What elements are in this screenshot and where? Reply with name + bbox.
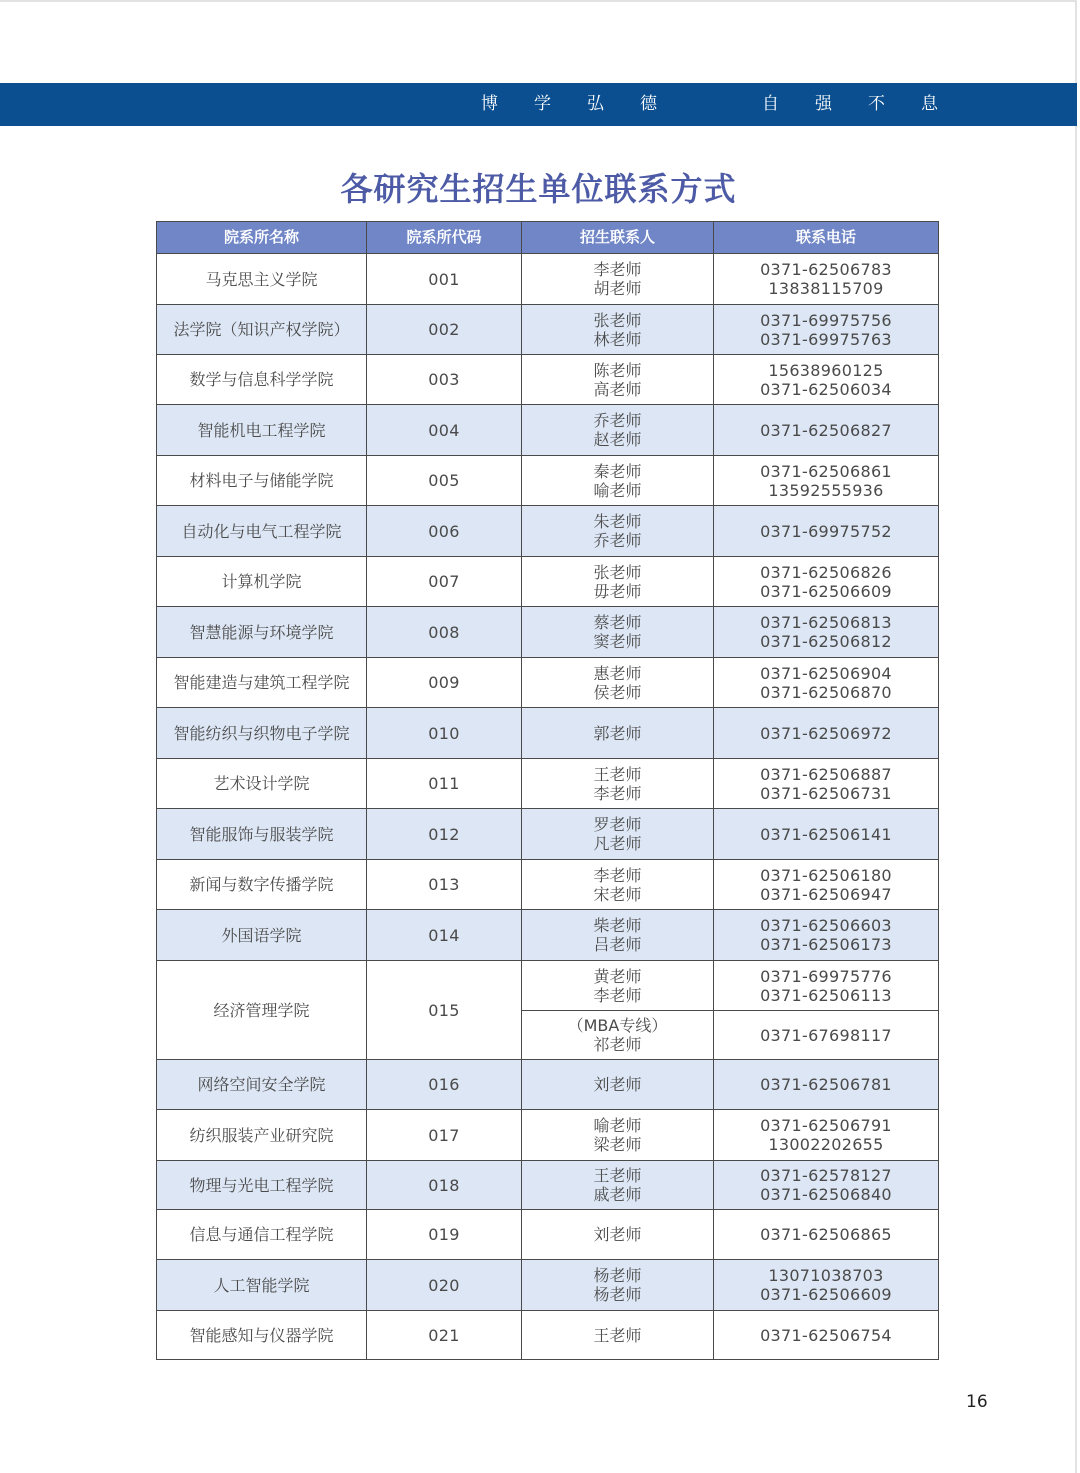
table-row: [157, 1161, 939, 1210]
phone-line: 0371-62506870: [760, 682, 892, 702]
phone-number: [714, 557, 939, 607]
contact-person: [522, 1110, 714, 1161]
phone-line: 0371-62506141: [760, 824, 892, 844]
contact-name: 凡老师: [593, 834, 642, 853]
table-row: [157, 1260, 939, 1311]
phone-line: 0371-62506840: [760, 1185, 892, 1204]
phone-line: 0371-62506754: [760, 1325, 892, 1345]
phone-line: 0371-62506034: [760, 379, 892, 399]
department-name: 新闻与数字传播学院: [157, 860, 367, 910]
contact-name: 李老师: [593, 865, 642, 885]
contact-name: 罗老师: [593, 815, 642, 834]
department-code: 019: [367, 1210, 522, 1260]
contact-name: 柴老师: [593, 916, 642, 935]
phone-line: 13071038703: [768, 1266, 884, 1285]
department-name: 外国语学院: [157, 910, 367, 961]
department-code: 011: [367, 759, 522, 809]
phone-line: 13838115709: [768, 279, 884, 298]
motto-char: 自: [762, 94, 779, 114]
contact-name: 乔老师: [593, 531, 642, 550]
phone-line: 0371-62506812: [760, 632, 892, 651]
contact-person: [522, 708, 714, 759]
contact-person: [522, 557, 714, 607]
header-code: 院系所代码: [367, 222, 522, 254]
contact-person: [522, 456, 714, 506]
contact-name: 喻老师: [593, 480, 642, 500]
department-name: 经济管理学院: [157, 961, 367, 1060]
department-name: 网络空间安全学院: [157, 1060, 367, 1110]
contact-name: 毋老师: [593, 581, 642, 601]
phone-line: 0371-62506731: [760, 783, 892, 803]
contact-name: 窦老师: [593, 632, 642, 651]
table-row: [157, 607, 939, 658]
contact-person: [522, 607, 714, 658]
department-code: 017: [367, 1110, 522, 1161]
contact-person: [522, 405, 714, 456]
department-code: 018: [367, 1161, 522, 1210]
department-name: 数学与信息科学学院: [157, 355, 367, 405]
table-row: [157, 708, 939, 759]
phone-number: [714, 1060, 939, 1110]
contact-person: [522, 658, 714, 708]
motto-banner: [0, 83, 1077, 126]
phone-number: [714, 1011, 939, 1060]
contact-name: 侯老师: [593, 682, 642, 702]
contact-person: [522, 305, 714, 355]
phone-number: [714, 1260, 939, 1311]
table-row: [157, 506, 939, 557]
contact-person: [522, 961, 714, 1011]
table-body: [157, 254, 939, 1360]
department-name: 物理与光电工程学院: [157, 1161, 367, 1210]
motto-char: 学: [534, 94, 551, 114]
phone-line: 0371-62506113: [760, 985, 892, 1005]
phone-number: [714, 1161, 939, 1210]
phone-line: 0371-62506972: [760, 723, 892, 743]
contact-name: 喻老师: [593, 1116, 642, 1135]
contact-person: [522, 1060, 714, 1110]
department-code: 002: [367, 305, 522, 355]
phone-line: 13592555936: [768, 480, 884, 500]
department-name: 纺织服装产业研究院: [157, 1110, 367, 1161]
contact-name: 陈老师: [593, 360, 642, 380]
contact-person: [522, 759, 714, 809]
contact-name: （MBA专线）: [567, 1016, 668, 1035]
table-row: [157, 254, 939, 305]
department-name: 智能服饰与服装学院: [157, 809, 367, 860]
contact-person: [522, 1161, 714, 1210]
contact-name: 林老师: [593, 329, 642, 349]
contact-name: 惠老师: [593, 663, 642, 683]
contact-name: 祁老师: [593, 1035, 642, 1054]
table-row: [157, 405, 939, 456]
contact-person: [522, 809, 714, 860]
contact-name: 李老师: [593, 783, 642, 803]
department-code: 004: [367, 405, 522, 456]
phone-line: 0371-62506609: [760, 1285, 892, 1304]
contact-person: [522, 1260, 714, 1311]
phone-number: [714, 305, 939, 355]
table-row: [157, 860, 939, 910]
page-number: 16: [966, 1392, 988, 1412]
phone-number: [714, 708, 939, 759]
contact-name: 赵老师: [593, 430, 642, 449]
contact-name: 王老师: [593, 1166, 642, 1185]
table-row: [157, 355, 939, 405]
contact-person: [522, 1011, 714, 1060]
phone-number: [714, 456, 939, 506]
motto-char: 弘: [587, 94, 604, 114]
page-title: 各研究生招生单位联系方式: [340, 170, 737, 208]
contact-name: 宋老师: [593, 884, 642, 904]
contact-person: [522, 1210, 714, 1260]
phone-line: 13002202655: [768, 1135, 884, 1154]
table-row: [157, 305, 939, 355]
department-code: 001: [367, 254, 522, 305]
phone-line: 0371-62506609: [760, 581, 892, 601]
phone-number: [714, 809, 939, 860]
phone-number: [714, 607, 939, 658]
table-row: [157, 1060, 939, 1110]
contact-table: [156, 221, 939, 1360]
department-name: 艺术设计学院: [157, 759, 367, 809]
table-header-row: [157, 222, 939, 254]
phone-line: 0371-62506173: [760, 935, 892, 954]
department-name: 马克思主义学院: [157, 254, 367, 305]
contact-person: [522, 860, 714, 910]
contact-person: [522, 254, 714, 305]
contact-name: 杨老师: [593, 1266, 642, 1285]
contact-name: 戚老师: [593, 1185, 642, 1204]
department-code: 010: [367, 708, 522, 759]
department-code: 009: [367, 658, 522, 708]
phone-number: [714, 1110, 939, 1161]
phone-line: 15638960125: [768, 360, 884, 380]
phone-line: 0371-62506783: [760, 260, 892, 279]
department-code: 016: [367, 1060, 522, 1110]
table-row: [157, 557, 939, 607]
department-code: 005: [367, 456, 522, 506]
department-name: 计算机学院: [157, 557, 367, 607]
phone-line: 0371-62506791: [760, 1116, 892, 1135]
contact-name: 张老师: [593, 310, 642, 330]
phone-number: [714, 759, 939, 809]
phone-line: 0371-62506826: [760, 562, 892, 582]
contact-name: 蔡老师: [593, 613, 642, 632]
contact-name: 吕老师: [593, 935, 642, 954]
department-name: 智能建造与建筑工程学院: [157, 658, 367, 708]
phone-number: [714, 910, 939, 961]
contact-person: [522, 355, 714, 405]
phone-line: 0371-62506781: [760, 1075, 892, 1094]
department-name: 智能纺织与织物电子学院: [157, 708, 367, 759]
phone-line: 0371-62506887: [760, 764, 892, 784]
table-row: [157, 910, 939, 961]
phone-line: 0371-62506865: [760, 1225, 892, 1244]
header-phone: 联系电话: [714, 222, 939, 254]
department-name: 信息与通信工程学院: [157, 1210, 367, 1260]
contact-name: 杨老师: [593, 1285, 642, 1304]
motto-char: 强: [815, 94, 832, 114]
phone-line: 0371-62506904: [760, 663, 892, 683]
contact-person: [522, 1311, 714, 1360]
department-code: 012: [367, 809, 522, 860]
table-row: [157, 1311, 939, 1360]
contact-name: 刘老师: [593, 1075, 642, 1094]
contact-person: [522, 506, 714, 557]
phone-number: [714, 254, 939, 305]
motto-char: 博: [481, 94, 498, 114]
phone-line: 0371-62506180: [760, 865, 892, 885]
motto-char: 德: [640, 94, 657, 114]
phone-line: 0371-62506813: [760, 613, 892, 632]
department-code: 021: [367, 1311, 522, 1360]
department-code: 014: [367, 910, 522, 961]
table-row: [157, 658, 939, 708]
motto-char: 不: [868, 94, 885, 114]
department-name: 智能感知与仪器学院: [157, 1311, 367, 1360]
phone-line: 0371-62506603: [760, 916, 892, 935]
contact-name: 黄老师: [593, 966, 642, 986]
phone-line: 0371-62506947: [760, 884, 892, 904]
department-name: 智慧能源与环境学院: [157, 607, 367, 658]
contact-name: 梁老师: [593, 1135, 642, 1154]
department-code: 008: [367, 607, 522, 658]
header-department: 院系所名称: [157, 222, 367, 254]
contact-name: 李老师: [593, 985, 642, 1005]
phone-number: [714, 860, 939, 910]
phone-number: [714, 961, 939, 1011]
contact-name: 胡老师: [593, 279, 642, 298]
phone-line: 0371-69975756: [760, 310, 892, 330]
contact-name: 高老师: [593, 379, 642, 399]
phone-number: [714, 1311, 939, 1360]
motto-char: 息: [921, 94, 938, 114]
department-code: 015: [367, 961, 522, 1060]
phone-number: [714, 658, 939, 708]
department-name: 人工智能学院: [157, 1260, 367, 1311]
contact-name: 秦老师: [593, 461, 642, 481]
department-name: 法学院（知识产权学院）: [157, 305, 367, 355]
phone-line: 0371-62506861: [760, 461, 892, 481]
contact-name: 王老师: [593, 764, 642, 784]
table-row: [157, 1110, 939, 1161]
contact-name: 乔老师: [593, 411, 642, 430]
phone-number: [714, 405, 939, 456]
phone-line: 0371-69975776: [760, 966, 892, 986]
table-row: [157, 1210, 939, 1260]
department-name: 材料电子与储能学院: [157, 456, 367, 506]
phone-number: [714, 355, 939, 405]
contact-name: 朱老师: [593, 512, 642, 531]
department-code: 003: [367, 355, 522, 405]
phone-line: 0371-62578127: [760, 1166, 892, 1185]
contact-name: 张老师: [593, 562, 642, 582]
department-code: 007: [367, 557, 522, 607]
department-code: 013: [367, 860, 522, 910]
phone-number: [714, 506, 939, 557]
phone-line: 0371-67698117: [760, 1025, 892, 1045]
contact-name: 郭老师: [593, 723, 642, 743]
table-row: [157, 809, 939, 860]
table-row: [157, 456, 939, 506]
department-code: 006: [367, 506, 522, 557]
phone-line: 0371-62506827: [760, 420, 892, 440]
phone-line: 0371-69975763: [760, 329, 892, 349]
department-name: 智能机电工程学院: [157, 405, 367, 456]
contact-name: 李老师: [593, 260, 642, 279]
phone-line: 0371-69975752: [760, 521, 892, 541]
contact-name: 刘老师: [593, 1225, 642, 1244]
table-row: [157, 759, 939, 809]
department-name: 自动化与电气工程学院: [157, 506, 367, 557]
department-code: 020: [367, 1260, 522, 1311]
contact-person: [522, 910, 714, 961]
header-contact: 招生联系人: [522, 222, 714, 254]
table-row: [157, 961, 939, 1011]
contact-name: 王老师: [593, 1325, 642, 1345]
phone-number: [714, 1210, 939, 1260]
